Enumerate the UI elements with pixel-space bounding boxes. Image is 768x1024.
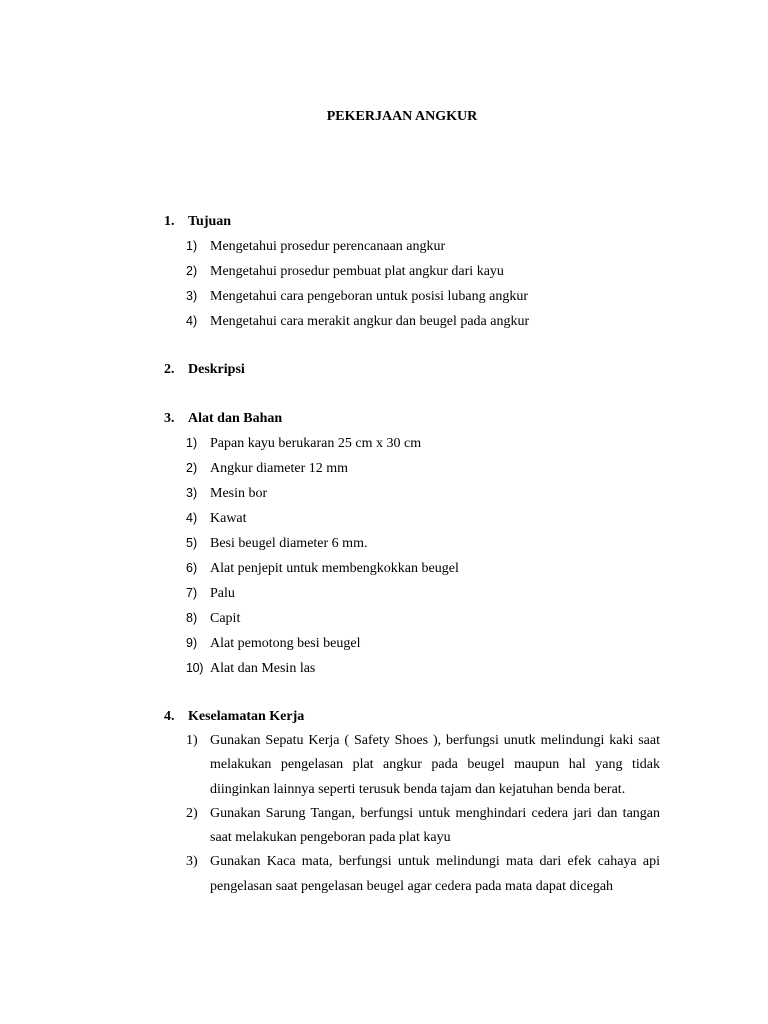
list-item-text: Gunakan Kaca mata, berfungsi untuk melindungi mata dari efek cahaya api pengelasan saat pengelasan beugel agar cedera pada mata dapat dicegah <box>210 854 660 894</box>
list-item-text: Gunakan Sepatu Kerja ( Safety Shoes ), berfungsi unutk melindungi kaki saat melakukan pengelasan plat angkur pada beugel maupun hal yang tidak diinginkan lainnya seperti terusuk benda tajam dan kejatuhan benda berat. <box>210 733 660 797</box>
list-item <box>164 259 529 284</box>
list-marker: 1) <box>186 239 198 253</box>
list-marker: 2) <box>186 805 198 821</box>
list-marker: 1) <box>186 436 198 450</box>
list-item-text: Mesin bor <box>210 486 268 501</box>
list-item-text: Papan kayu berukaran 25 cm x 30 cm <box>210 436 422 451</box>
list-marker: 2) <box>186 461 198 475</box>
list-marker: 9) <box>186 636 198 650</box>
list-item <box>164 309 529 334</box>
section-heading <box>164 212 529 232</box>
list-item-text: Alat dan Mesin las <box>210 661 316 676</box>
list-item-text: Angkur diameter 12 mm <box>210 461 349 476</box>
document-title: PEKERJAAN ANGKUR <box>326 109 478 124</box>
list-marker: 2) <box>186 264 198 278</box>
section-heading <box>164 409 459 429</box>
list-item-text: Mengetahui cara merakit angkur dan beugel pada angkur <box>210 314 530 329</box>
list-item <box>164 850 660 899</box>
section-number: 2. <box>164 362 175 377</box>
section-keselamatan-kerja <box>164 707 660 899</box>
list-item <box>164 581 459 606</box>
list-item <box>164 506 459 531</box>
list-item-text: Alat penjepit untuk membengkokkan beugel <box>210 561 459 576</box>
list-item-text: Mengetahui prosedur perencanaan angkur <box>210 239 446 254</box>
list-item <box>164 606 459 631</box>
list-marker: 10) <box>186 661 204 675</box>
list-marker: 4) <box>186 314 198 328</box>
tujuan-list <box>164 234 529 334</box>
section-tujuan <box>164 212 529 334</box>
section-heading <box>164 707 660 727</box>
list-marker: 8) <box>186 611 198 625</box>
list-marker: 7) <box>186 586 198 600</box>
list-item-text: Mengetahui cara pengeboran untuk posisi lubang angkur <box>210 289 529 304</box>
list-marker: 4) <box>186 511 198 525</box>
section-number: 1. <box>164 214 175 229</box>
section-deskripsi <box>164 360 245 380</box>
section-title: Alat dan Bahan <box>188 411 283 426</box>
list-item-text: Capit <box>210 611 241 626</box>
list-item-text: Alat pemotong besi beugel <box>210 636 361 651</box>
list-item-text: Kawat <box>210 511 247 526</box>
section-title: Keselamatan Kerja <box>188 709 305 724</box>
list-item-text: Gunakan Sarung Tangan, berfungsi untuk menghindari cedera jari dan tangan saat melakukan pengeboran pada plat kayu <box>210 805 660 846</box>
section-title: Deskripsi <box>188 362 245 377</box>
section-number: 3. <box>164 411 175 426</box>
list-marker: 5) <box>186 536 198 550</box>
list-item <box>164 556 459 581</box>
list-item-text: Mengetahui prosedur pembuat plat angkur dari kayu <box>210 264 504 279</box>
list-marker: 6) <box>186 561 198 575</box>
list-item <box>164 481 459 506</box>
list-item <box>164 284 529 309</box>
list-marker: 3) <box>186 486 198 500</box>
list-marker: 1) <box>186 733 198 748</box>
section-number: 4. <box>164 709 175 724</box>
list-item-text: Palu <box>210 586 235 601</box>
list-item <box>164 802 660 851</box>
keselamatan-list <box>164 729 660 899</box>
list-marker: 3) <box>186 854 198 870</box>
list-marker: 3) <box>186 289 198 303</box>
list-item <box>164 531 459 556</box>
list-item <box>164 631 459 656</box>
section-heading <box>164 360 245 380</box>
list-item <box>164 234 529 259</box>
list-item <box>164 729 660 802</box>
section-alat-dan-bahan <box>164 409 459 681</box>
list-item <box>164 656 459 681</box>
list-item-text: Besi beugel diameter 6 mm. <box>210 536 368 551</box>
list-item <box>164 431 459 456</box>
alat-list <box>164 431 459 681</box>
list-item <box>164 456 459 481</box>
section-title: Tujuan <box>188 214 232 229</box>
